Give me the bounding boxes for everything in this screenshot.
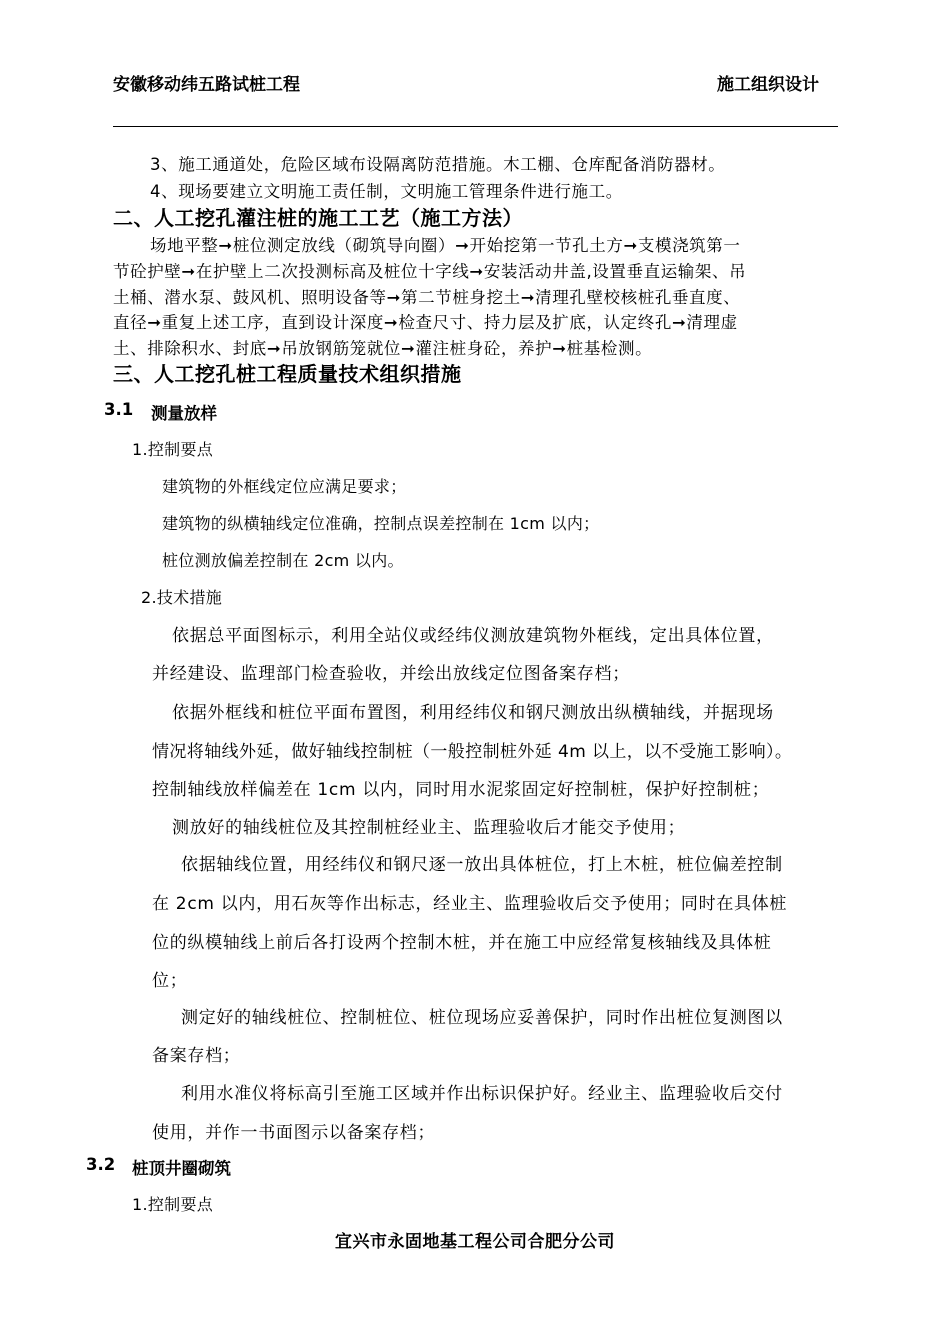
subsection-3-2-number: 3.2 xyxy=(86,1155,116,1174)
control-points-title: 1.控制要点 xyxy=(132,1195,214,1214)
tech-measure-line: 位； xyxy=(152,971,188,991)
tech-measure-line: 备案存档； xyxy=(152,1046,241,1066)
tech-measure-line: 利用水准仪将标高引至施工区域并作出标识保护好。经业主、监理验收后交付 xyxy=(181,1084,783,1104)
header-doc-type: 施工组织设计 xyxy=(717,75,819,95)
intro-item-4: 4、现场要建立文明施工责任制，文明施工管理条件进行施工。 xyxy=(150,182,623,201)
process-line: 土、排除积水、封底➞吊放钢筋笼就位➞灌注桩身砼，养护➞桩基检测。 xyxy=(113,339,653,358)
subsection-3-2-title: 桩顶井圈砌筑 xyxy=(132,1159,231,1178)
tech-measure-line: 情况将轴线外延，做好轴线控制桩（一般控制桩外延 4m 以上，以不受施工影响）。 xyxy=(152,742,793,762)
tech-measure-line: 依据轴线位置，用经纬仪和钢尺逐一放出具体桩位，打上木桩，桩位偏差控制 xyxy=(181,855,783,875)
tech-measure-line: 控制轴线放样偏差在 1cm 以内，同时用水泥浆固定好控制桩，保护好控制桩； xyxy=(152,780,770,800)
tech-measure-line: 在 2cm 以内，用石灰等作出标志，经业主、监理验收后交予使用；同时在具体桩 xyxy=(152,894,788,914)
tech-measure-line: 依据外框线和桩位平面布置图，利用经纬仪和钢尺测放出纵横轴线，并据现场 xyxy=(172,703,774,723)
control-points-title: 1.控制要点 xyxy=(132,440,214,459)
section-3-title: 三、人工挖孔桩工程质量技术组织措施 xyxy=(113,362,462,386)
process-line: 土桶、潜水泵、鼓风机、照明设备等➞第二节桩身挖土➞清理孔壁校核桩孔垂直度、 xyxy=(113,288,741,307)
footer-company-name: 宜兴市永固地基工程公司合肥分公司 xyxy=(335,1232,615,1252)
control-point-item: 建筑物的外框线定位应满足要求； xyxy=(162,477,407,496)
tech-measure-line: 并经建设、监理部门检查验收，并绘出放线定位图备案存档； xyxy=(152,664,630,684)
tech-measure-line: 位的纵模轴线上前后各打设两个控制木桩，并在施工中应经常复核轴线及具体桩 xyxy=(152,933,772,953)
subsection-3-1-title: 测量放样 xyxy=(151,404,217,423)
tech-measure-line: 依据总平面图标示，利用全站仪或经纬仪测放建筑物外框线，定出具体位置， xyxy=(172,626,774,646)
process-line: 场地平整➞桩位测定放线（砌筑导向圈）➞开始挖第一节孔土方➞支模浇筑第一 xyxy=(150,236,741,255)
tech-measure-line: 测放好的轴线桩位及其控制桩经业主、监理验收后才能交予使用； xyxy=(172,818,686,838)
intro-item-3: 3、施工通道处，危险区域布设隔离防范措施。木工棚、仓库配备消防器材。 xyxy=(150,155,726,174)
process-line: 直径➞重复上述工序，直到设计深度➞检查尺寸、持力层及扩底，认定终孔➞清理虚 xyxy=(113,313,738,332)
tech-measures-title: 2.技术措施 xyxy=(141,588,223,607)
subsection-3-1-number: 3.1 xyxy=(104,400,134,419)
control-point-item: 建筑物的纵横轴线定位准确，控制点误差控制在 1cm 以内； xyxy=(162,514,600,533)
tech-measure-line: 测定好的轴线桩位、控制桩位、桩位现场应妥善保护，同时作出桩位复测图以 xyxy=(181,1008,783,1028)
tech-measure-line: 使用，并作一书面图示以备案存档； xyxy=(152,1123,436,1143)
process-line: 节砼护壁➞在护壁上二次投测标高及桩位十字线➞安装活动井盖,设置垂直运输架、吊 xyxy=(113,262,747,281)
section-2-title: 二、人工挖孔灌注桩的施工工艺（施工方法） xyxy=(113,206,523,230)
header-divider xyxy=(113,126,838,127)
header-project-name: 安徽移动纬五路试桩工程 xyxy=(113,75,300,95)
control-point-item: 桩位测放偏差控制在 2cm 以内。 xyxy=(162,551,404,570)
